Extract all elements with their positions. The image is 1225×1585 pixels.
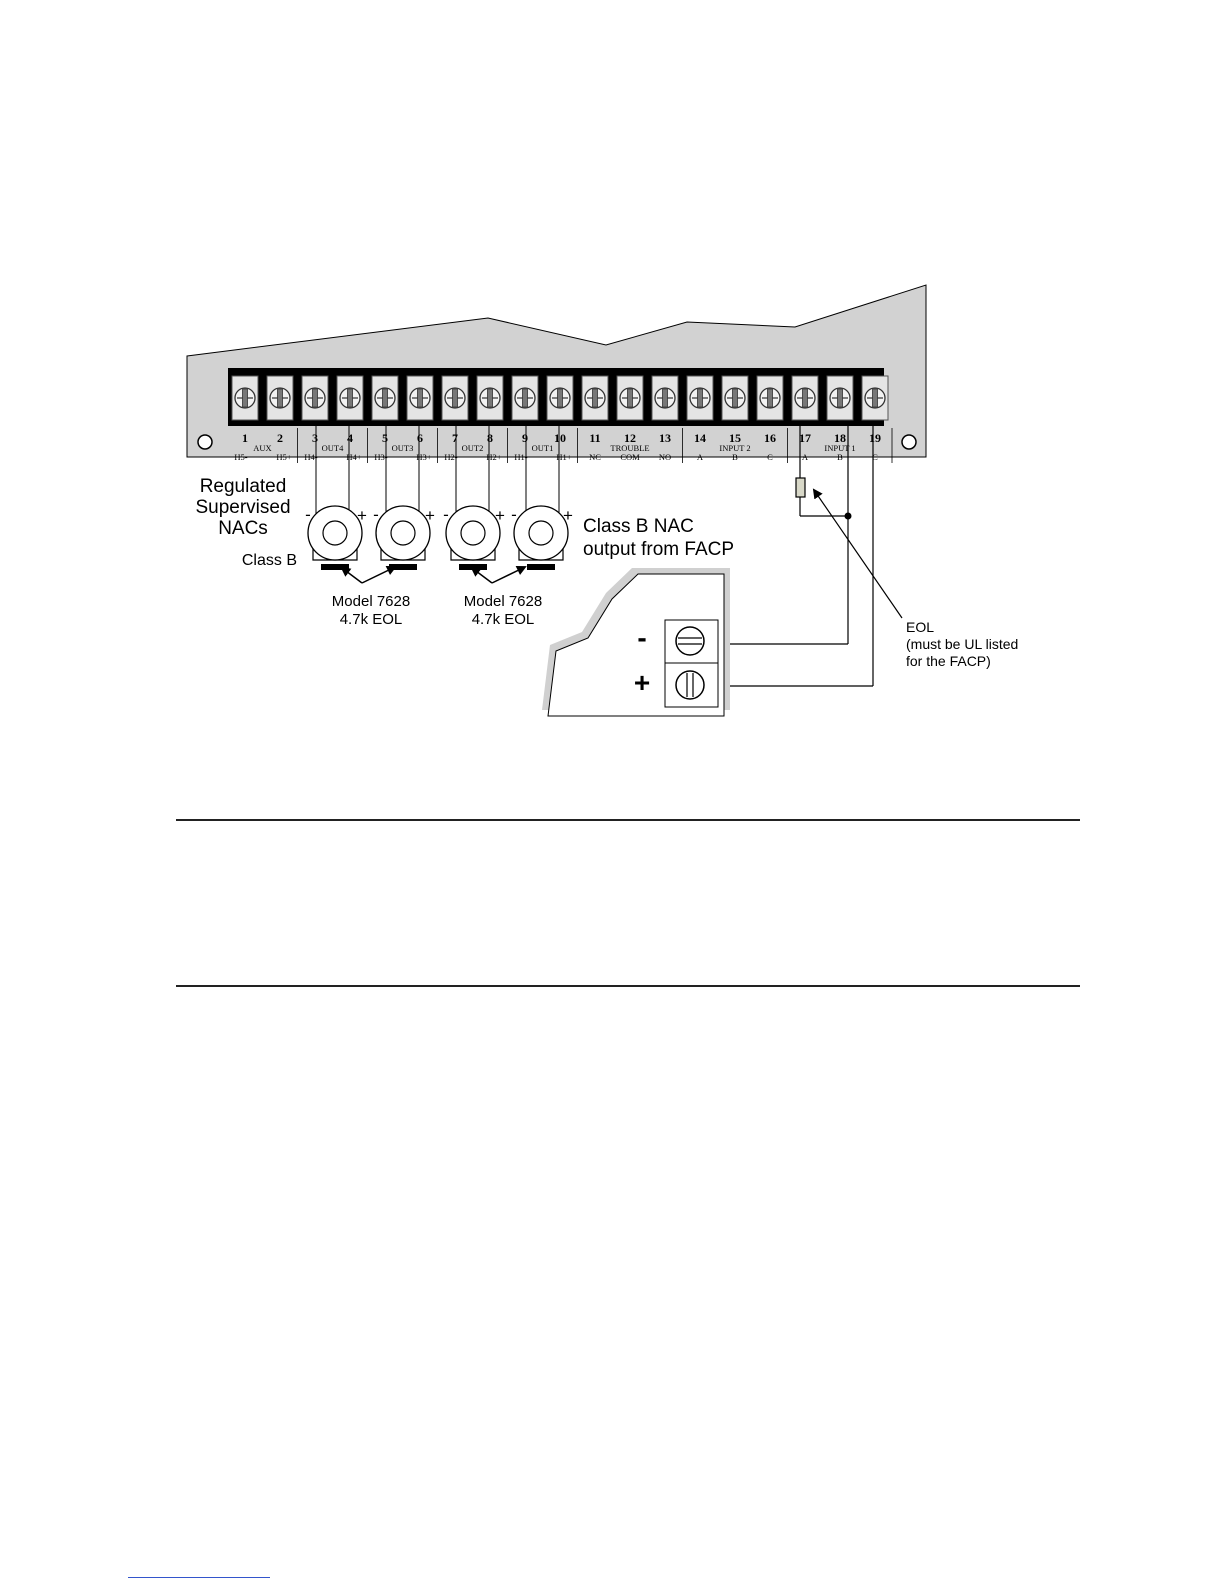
terminal-pin-label: NO: [658, 452, 672, 462]
class-b-label: Class B: [241, 552, 297, 569]
terminal-number: 14: [694, 431, 706, 445]
polarity-plus: +: [495, 506, 505, 525]
polarity-minus: -: [373, 505, 379, 524]
terminal-screw: [722, 376, 748, 420]
terminal-pin-label: B: [837, 452, 843, 462]
notification-appliance: [308, 506, 362, 570]
terminal-group-label: AUX: [253, 443, 272, 453]
terminal-group-label: TROUBLE: [610, 443, 650, 453]
divider-rule-bottom: [176, 985, 1080, 987]
terminal-number: 13: [659, 431, 671, 445]
eol-note-line3: for the FACP): [906, 653, 991, 669]
terminal-number: 6: [417, 431, 423, 445]
eol-arrow-right-a: [472, 568, 492, 583]
terminal-number: 5: [382, 431, 388, 445]
mounting-hole-right: [902, 435, 916, 449]
eol-arrow-left-a: [342, 568, 362, 583]
facp-minus-label: -: [637, 622, 647, 653]
eol-resistor-block: [527, 564, 555, 570]
terminal-pin-label: H2-: [444, 452, 458, 462]
eol-arrow-right-b: [492, 567, 525, 583]
mounting-hole-left: [198, 435, 212, 449]
notification-appliance: [446, 506, 500, 570]
terminal-number: 9: [522, 431, 528, 445]
wire-junction: [845, 513, 852, 520]
terminal-screw: [232, 376, 258, 420]
terminal-pin-label: H1+: [556, 452, 572, 462]
terminal-pin-label: C: [767, 452, 773, 462]
terminal-screw: [477, 376, 503, 420]
facp-plus-label: +: [633, 667, 651, 698]
terminal-screw: [792, 376, 818, 420]
terminal-group-label: OUT4: [321, 443, 344, 453]
terminal-pin-label: H4-: [304, 452, 318, 462]
terminal-pin-label: H4+: [346, 452, 362, 462]
terminal-screw: [757, 376, 783, 420]
notification-appliance: [376, 506, 430, 570]
polarity-minus: -: [305, 505, 311, 524]
terminal-number: 17: [799, 431, 811, 445]
terminal-number: 3: [312, 431, 318, 445]
terminal-number: 15: [729, 431, 741, 445]
terminal-screw: [687, 376, 713, 420]
terminal-number: 11: [589, 431, 601, 445]
eol-note-line1: EOL: [906, 619, 935, 635]
terminal-screw: [372, 376, 398, 420]
eol-resistor-block: [321, 564, 349, 570]
polarity-minus: -: [443, 505, 449, 524]
terminal-screw: [862, 376, 888, 420]
terminal-screw: [652, 376, 678, 420]
nacs-label-line1: Regulated: [199, 476, 287, 497]
polarity-plus: +: [357, 506, 367, 525]
eol-arrow-left-b: [362, 567, 395, 583]
terminal-screw: [442, 376, 468, 420]
polarity-plus: +: [425, 506, 435, 525]
terminal-pin-label: H1-: [514, 452, 528, 462]
terminal-screw: [267, 376, 293, 420]
footer-link-underline: [128, 1577, 270, 1578]
terminal-pin-label: B: [732, 452, 738, 462]
terminal-screw: [827, 376, 853, 420]
terminal-pin-label: H3+: [416, 452, 432, 462]
eol-label-b-line2: 4.7k EOL: [471, 611, 535, 628]
polarity-minus: -: [511, 505, 517, 524]
terminal-screw: [617, 376, 643, 420]
terminal-screw: [407, 376, 433, 420]
terminal-screw: [337, 376, 363, 420]
facp-screw-plus: [676, 671, 704, 699]
terminal-group-label: INPUT 1: [824, 443, 856, 453]
terminal-pin-label: NC: [589, 452, 601, 462]
terminal-pin-label: C: [872, 452, 878, 462]
terminal-screw: [302, 376, 328, 420]
terminal-pin-label: A: [801, 452, 809, 462]
eol-label-b-line1: Model 7628: [463, 593, 543, 610]
nacs-label-line2: Supervised: [195, 497, 291, 518]
facp-screw-minus: [676, 627, 704, 655]
terminal-pin-label: COM: [620, 452, 640, 462]
terminal-group-label: OUT3: [391, 443, 414, 453]
terminal-number: 4: [347, 431, 353, 445]
facp-output-label-line2: output from FACP: [583, 539, 735, 560]
terminal-number: 1: [242, 431, 248, 445]
terminal-pin-label: H2+: [486, 452, 502, 462]
eol-note-line2: (must be UL listed: [906, 636, 1019, 652]
divider-rule-top: [176, 819, 1080, 821]
nacs-label-line3: NACs: [218, 518, 268, 539]
terminal-group-label: OUT2: [461, 443, 484, 453]
terminal-group-label: OUT1: [531, 443, 554, 453]
terminal-number: 18: [834, 431, 846, 445]
terminal-number: 7: [452, 431, 458, 445]
terminal-number: 12: [624, 431, 636, 445]
terminal-pin-label: H3-: [374, 452, 388, 462]
terminal-number: 8: [487, 431, 493, 445]
terminal-pin-label: A: [696, 452, 704, 462]
facp-output-label-line1: Class B NAC: [583, 516, 694, 537]
notification-appliance: [514, 506, 568, 570]
terminal-pin-label: H5-: [234, 452, 248, 462]
terminal-screw: [512, 376, 538, 420]
eol-resistor: [796, 478, 805, 497]
eol-label-a-line2: 4.7k EOL: [339, 611, 403, 628]
terminal-number: 16: [764, 431, 776, 445]
terminal-number: 19: [869, 431, 881, 445]
eol-label-a-line1: Model 7628: [331, 593, 411, 610]
eol-resistor-arrow: [814, 490, 902, 618]
terminal-number: 2: [277, 431, 283, 445]
nac-devices: [308, 506, 568, 570]
eol-resistor-block: [389, 564, 417, 570]
terminal-group-label: INPUT 2: [719, 443, 751, 453]
terminal-pin-label: H5+: [276, 452, 292, 462]
terminal-screw: [547, 376, 573, 420]
polarity-plus: +: [563, 506, 573, 525]
terminal-screw: [582, 376, 608, 420]
terminal-number: 10: [554, 431, 566, 445]
